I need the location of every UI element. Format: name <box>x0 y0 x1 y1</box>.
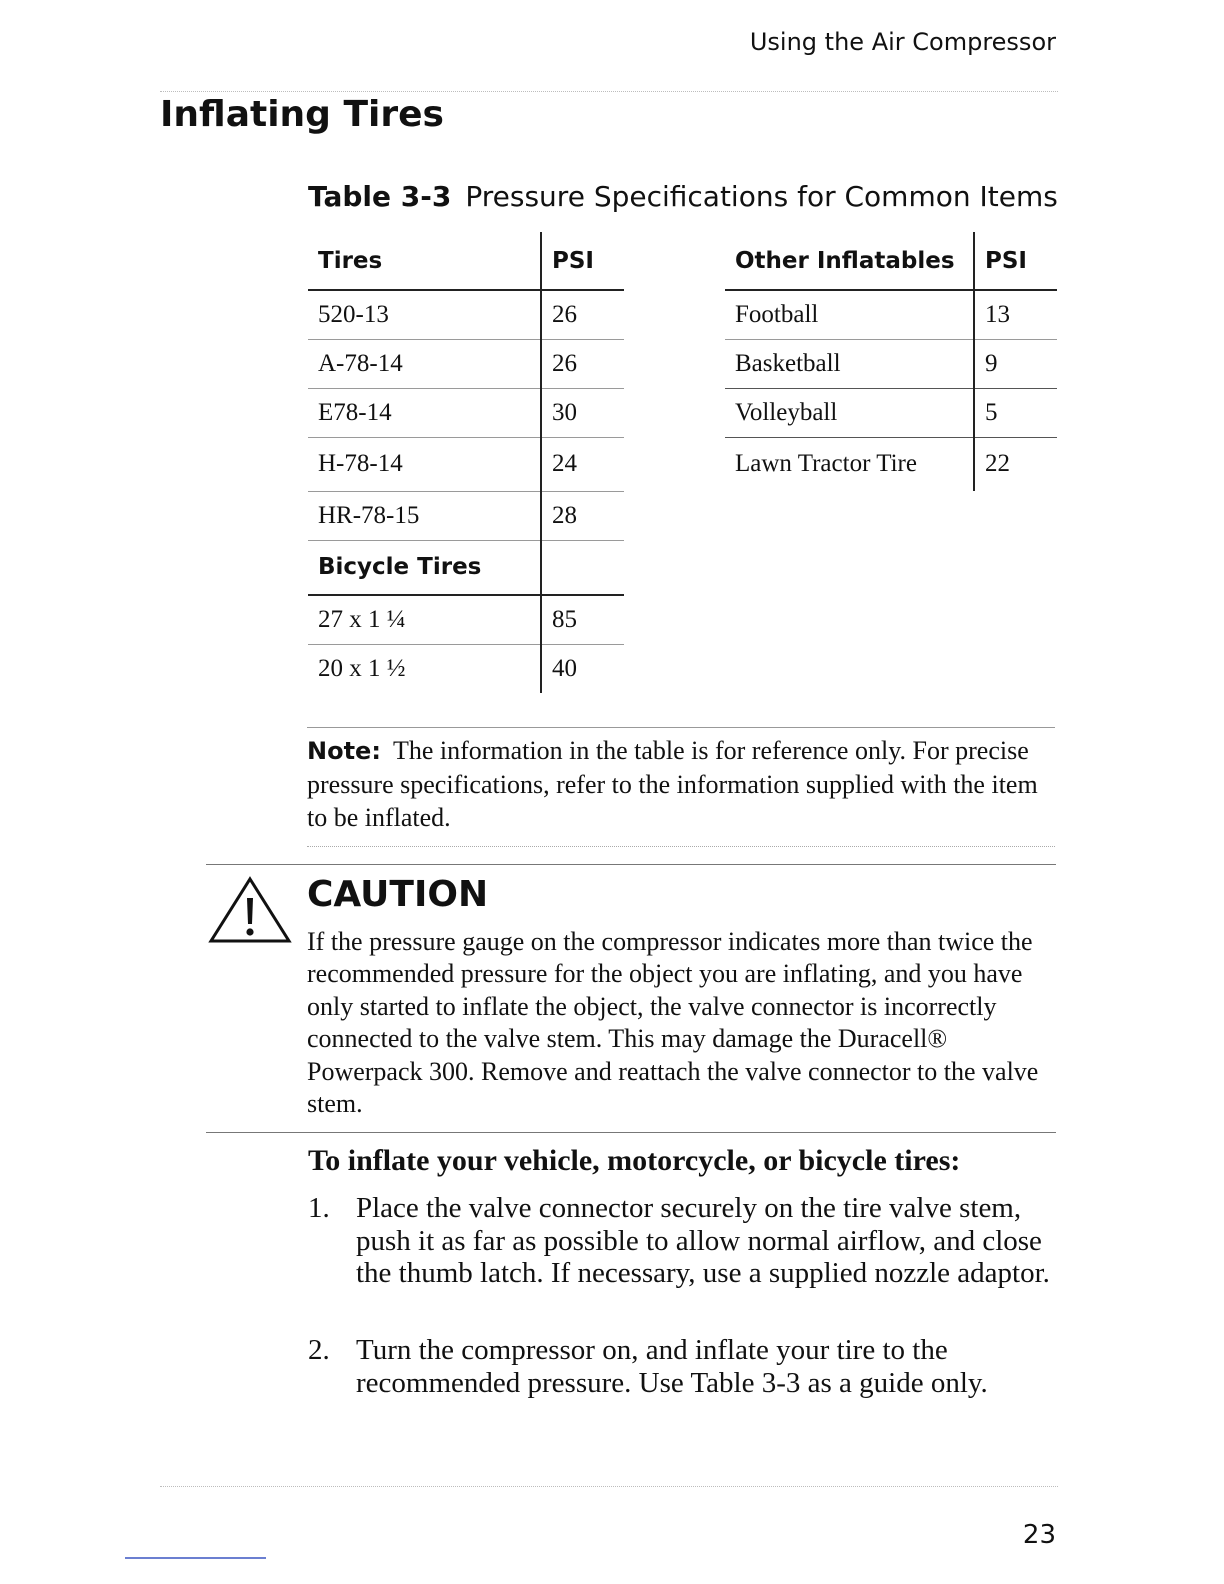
step-number: 2. <box>308 1334 330 1366</box>
tire-size: 520-13 <box>308 290 541 339</box>
other-inflatables-header: Other Inflatables <box>725 232 974 290</box>
step-number: 1. <box>308 1192 330 1224</box>
inflatable-psi: 22 <box>974 437 1057 491</box>
tire-size: H-78-14 <box>308 437 541 491</box>
inflatable-item: Lawn Tractor Tire <box>735 450 917 478</box>
tire-psi: 26 <box>541 339 624 388</box>
table-row <box>308 388 624 437</box>
inflatable-psi: 9 <box>974 339 1057 388</box>
note-text: The information in the table is for reference only. For precise pressure specifications, refer to the information supplied with the item to be inflated. <box>307 736 1038 832</box>
table-row <box>308 290 624 339</box>
table-row <box>725 290 1057 339</box>
caution-divider-bottom <box>206 1132 1056 1133</box>
bicycle-size: 20 x 1 ½ <box>318 654 406 682</box>
header-divider <box>160 91 1058 92</box>
step-text: Place the valve connector securely on the tire valve stem, push it as far as possible to allow normal airflow, and close the thumb latch. If necessary, use a supplied nozzle adaptor. <box>356 1192 1050 1289</box>
table-row <box>725 388 1057 437</box>
step-text: Turn the compressor on, and inflate your tire to the recommended pressure. Use Table 3-3 as a guide only. <box>356 1334 988 1399</box>
tire-psi: 24 <box>541 437 624 491</box>
bicycle-psi: 40 <box>541 644 624 693</box>
inflatable-psi: 13 <box>974 290 1057 339</box>
procedure-step <box>308 1334 1068 1399</box>
table-number: Table 3-3 <box>308 180 452 213</box>
footer-divider <box>160 1486 1058 1487</box>
bicycle-psi: 85 <box>541 595 624 644</box>
table-row <box>725 437 1057 491</box>
inflatable-psi: 5 <box>974 388 1057 437</box>
procedure-title: To inflate your vehicle, motorcycle, or bicycle tires: <box>308 1144 961 1177</box>
table-row <box>308 595 624 644</box>
caution-divider-top <box>206 864 1056 865</box>
tire-psi: 30 <box>541 388 624 437</box>
note-label: Note: <box>307 737 381 765</box>
tire-size: HR-78-15 <box>308 491 541 540</box>
bicycle-psi-empty <box>541 540 624 595</box>
table-caption <box>308 180 1058 213</box>
note-box <box>307 727 1055 847</box>
tire-psi: 28 <box>541 491 624 540</box>
procedure-step <box>308 1192 1068 1290</box>
table-row <box>308 644 624 693</box>
inflatable-item: Basketball <box>725 339 974 388</box>
table-row <box>308 437 624 491</box>
bicycle-tires-header: Bicycle Tires <box>308 540 541 595</box>
page-number: 23 <box>1022 1520 1056 1550</box>
warning-triangle-icon <box>208 876 292 944</box>
tire-size: E78-14 <box>308 388 541 437</box>
tires-table <box>308 232 624 693</box>
scan-edge-line <box>125 1557 266 1559</box>
tire-size: A-78-14 <box>308 339 541 388</box>
caution-title: CAUTION <box>307 874 489 915</box>
table-row <box>725 339 1057 388</box>
table-row <box>308 540 624 595</box>
tires-psi-header: PSI <box>541 232 624 290</box>
other-inflatables-table <box>725 232 1057 491</box>
tire-psi: 26 <box>541 290 624 339</box>
section-title: Inflating Tires <box>160 94 444 135</box>
table-row <box>308 491 624 540</box>
other-psi-header: PSI <box>974 232 1057 290</box>
inflatable-item: Football <box>725 290 974 339</box>
caution-text: If the pressure gauge on the compressor indicates more than twice the recommended pressure for the object you are inflating, and you have only started to inflate the object, the valve connector is incorrectly connected to the valve stem. This may damage the Duracell® Powerpack 300. Remove and reattach the valve connector to the valve stem. <box>307 927 1039 1119</box>
table-title: Pressure Specifications for Common Items <box>465 180 1058 213</box>
inflatable-item: Volleyball <box>725 388 974 437</box>
running-head: Using the Air Compressor <box>749 28 1056 56</box>
table-row <box>308 339 624 388</box>
bicycle-size: 27 x 1 ¼ <box>308 595 541 644</box>
tires-header: Tires <box>308 232 541 290</box>
